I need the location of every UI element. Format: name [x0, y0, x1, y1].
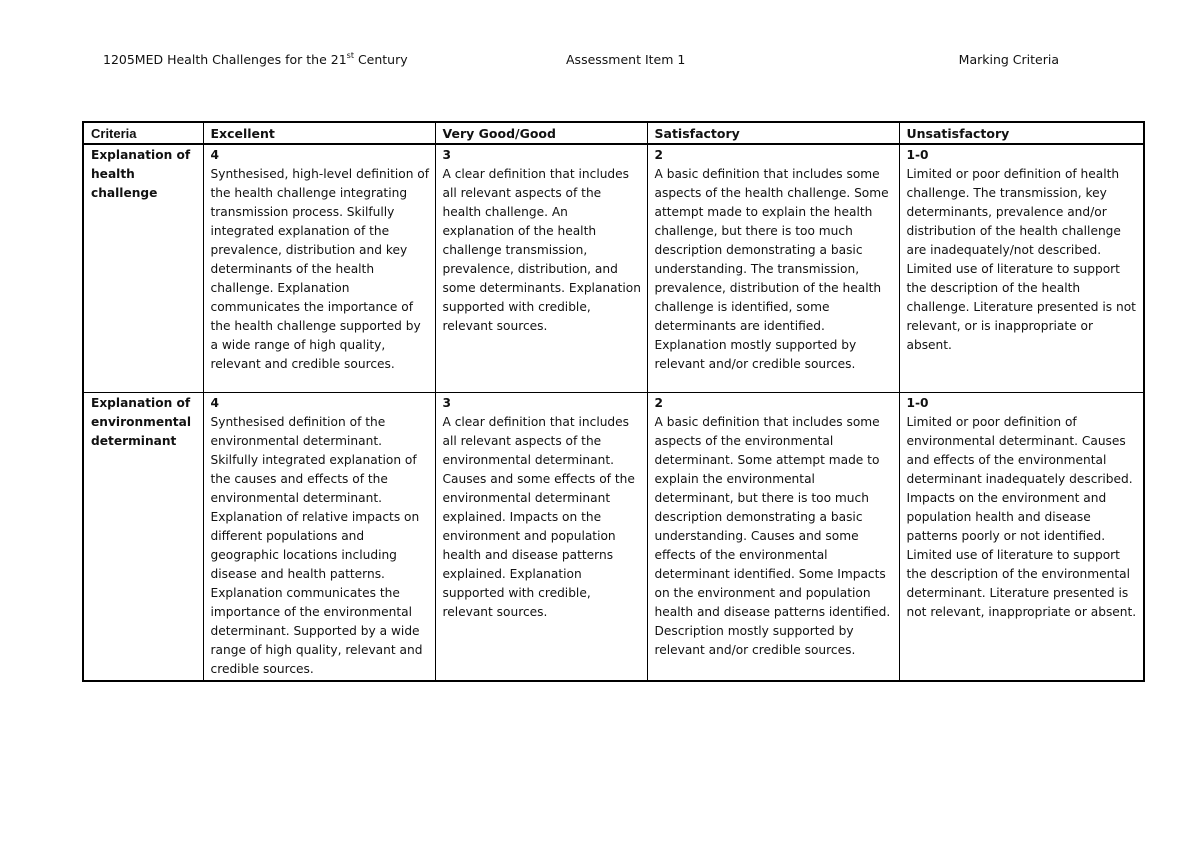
criterion-cell: Explanation of environmental determinant — [83, 393, 203, 682]
rubric-cell — [435, 393, 647, 682]
rubric-description: Synthesised definition of the environmental determinant. Skilfully integrated explanation of the causes and effects of the environmental determinant. Explanation of relative impacts on different populations and geographic locations including disease and health patterns. Explanation communicates the importance of the environmental determinant. Supported by a wide range of high quality, relevant and credible sources. — [210, 415, 423, 676]
score-value: 2 — [654, 396, 663, 410]
rubric-cell — [899, 144, 1144, 393]
score-value: 3 — [442, 148, 451, 162]
course-title-main: 1205MED Health Challenges for the 21 — [103, 52, 347, 67]
rubric-description: A basic definition that includes some aspects of the health challenge. Some attempt made to explain the health challenge, but there is too much description demonstrating a basic understanding. The transmission, prevalence, distribution of the health challenge is identified, some determinants are identified. Explanation mostly supported by relevant and/or credible sources. — [654, 167, 889, 371]
rubric-cell — [435, 144, 647, 393]
score-value: 4 — [210, 148, 219, 162]
rubric-description: A clear definition that includes all relevant aspects of the environmental determinant. Causes and some effects of the environmental determinant explained. Impacts on the environment and population health and disease patterns explained. Explanation supported with credible, relevant sources. — [442, 415, 635, 619]
document-type-label: Marking Criteria — [958, 52, 1059, 67]
score-value: 4 — [210, 396, 219, 410]
column-header-excellent: Excellent — [203, 122, 435, 144]
table-row — [83, 144, 1144, 393]
course-title — [103, 52, 408, 67]
rubric-cell — [899, 393, 1144, 682]
column-header-criteria: Criteria — [83, 122, 203, 144]
rubric-description: Synthesised, high-level definition of the health challenge integrating transmission process. Skilfully integrated explanation of the prevalence, distribution and key determinants of the health challenge. Explanation communicates the importance of the health challenge supported by a wide range of high quality, relevant and credible sources. — [210, 167, 430, 371]
criterion-cell: Explanation of health challenge — [83, 144, 203, 393]
course-title-suffix: Century — [353, 52, 408, 67]
score-value: 1-0 — [906, 148, 929, 162]
assessment-label: Assessment Item 1 — [566, 52, 686, 67]
rubric-cell — [647, 393, 899, 682]
rubric-description: A basic definition that includes some aspects of the environmental determinant. Some attempt made to explain the environmental determinant, but there is too much description demonstrating a basic understanding. Causes and some effects of the environmental determinant identified. Some Impacts on the environment and population health and disease patterns identified. Description mostly supported by relevant and/or credible sources. — [654, 415, 891, 657]
table-row — [83, 393, 1144, 682]
page-header — [103, 52, 1059, 72]
course-title-superscript: st — [346, 50, 354, 60]
rubric-description: Limited or poor definition of health challenge. The transmission, key determinants, prevalence and/or distribution of the health challenge are inadequately/not described. Limited use of literature to support the description of the health challenge. Literature presented is not relevant, or is inappropriate or absent. — [906, 167, 1136, 352]
column-header-satisfactory: Satisfactory — [647, 122, 899, 144]
rubric-cell — [203, 144, 435, 393]
rubric-description: A clear definition that includes all relevant aspects of the health challenge. An explanation of the health challenge transmission, prevalence, distribution, and some determinants. Explanation supported with credible, relevant sources. — [442, 167, 641, 333]
rubric-description: Limited or poor definition of environmental determinant. Causes and effects of the environmental determinant inadequately described. Impacts on the environment and population health and disease patterns poorly or not identified. Limited use of literature to support the description of the environmental determinant. Literature presented is not relevant, inappropriate or absent. — [906, 415, 1137, 619]
rubric-cell — [203, 393, 435, 682]
marking-criteria-table — [82, 121, 1145, 682]
score-value: 1-0 — [906, 396, 929, 410]
table-header-row — [83, 122, 1144, 144]
column-header-unsatisfactory: Unsatisfactory — [899, 122, 1144, 144]
column-header-very-good: Very Good/Good — [435, 122, 647, 144]
score-value: 2 — [654, 148, 663, 162]
score-value: 3 — [442, 396, 451, 410]
rubric-cell — [647, 144, 899, 393]
